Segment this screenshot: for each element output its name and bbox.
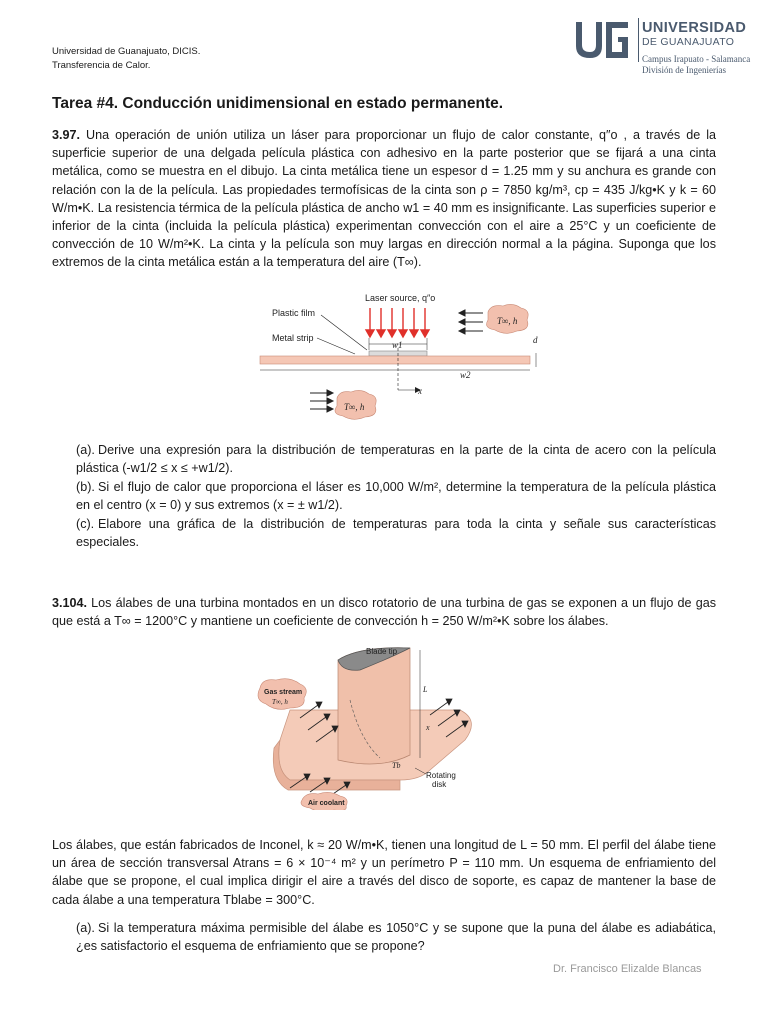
d-label: d (533, 335, 538, 345)
problem-3104-body: Los álabes de una turbina montados en un disco rotatorio de una turbina de gas se exponen a un flujo de gas que está a T∞ = 1200°C y mantiene un coeficiente de convección h = 250 W/m²•K sobre los álabes. (52, 596, 717, 629)
metal-strip (260, 356, 530, 364)
laser-arrows (366, 308, 429, 337)
air-arrows-bottom (310, 390, 333, 412)
list-item: (a). Si la temperatura máxima permisible del álabe es 1050°C y se supone que la puna del álabe es adiabática, ¿es satisfactorio el esquema de enfriamiento que se propone? (76, 921, 716, 954)
x-blade-label: x (426, 723, 430, 732)
laser-strip-figure (255, 290, 545, 420)
laser-label: Laser source, q″o (365, 293, 436, 303)
gas-stream-label: Gas stream (264, 689, 303, 696)
problem-3104-number: 3.104. (52, 596, 88, 610)
list-item: (b). Si el flujo de calor que proporciona el láser es 10,000 W/m², determine la temperatura de la película plástica en el centro (x = 0) y sus extremos (x = ± w1/2). (76, 480, 716, 513)
disk-label: disk (432, 780, 447, 789)
w2-label: w2 (460, 370, 471, 380)
problem-397-body: Una operación de unión utiliza un láser para proporcionar un flujo de calor constante, q″o , a través de la superficie superior de una delgada película plástica con adhesivo en la parte posterior que se fijará a una cinta metálica, como se muestra en el dibujo. La cinta metálica tiene un espesor d = 1.25 mm y su anchura es grande con relación con la de la película. Las propiedades termofísicas de la cinta son ρ = 7850 kg/m³, cp = 435 J/kg•K y k = 60 W/m•K. La resistencia térmica de la película plástica de ancho w1 = 40 mm es insignificante. Las superficies superior e inferior de la cinta (incluida la película plástica) experimentan convección con el aire a 25°C y un coeficiente de convección de 10 W/m²•K. La cinta y la película son muy largas en dirección normal a la página. Suponga que los extremos de la cinta metálica están a la temperatura del aire (T∞). (52, 128, 717, 270)
problem-397-number: 3.97. (52, 128, 81, 142)
institution-text: Universidad de Guanajuato, DICIS. (52, 46, 201, 57)
L-label: L (423, 685, 428, 694)
air-arrows-right (459, 310, 483, 334)
plastic-film-label: Plastic film (272, 308, 316, 318)
list-item: (a). Derive una expresión para la distribución de temperaturas en la parte de la cinta de acero con la película plástica (-w1/2 ≤ x ≤ +w1/2). (76, 443, 716, 476)
problem-3104-text2: Los álabes, que están fabricados de Inconel, k ≈ 20 W/m•K, tienen una longitud de L = 50 mm. El perfil del álabe tiene un área de sección transversal Atrans = 6 × 10⁻⁴ m² y un perímetro P = 110 mm. Un esquema de enfriamiento del álabe que se propone, el cual implica dirigir el aire a través del disco de soporte, es capaz de mantener la base de cada álabe a una temperatura Tblabe = 300°C. (52, 838, 716, 907)
university-logo-text (642, 20, 750, 76)
blade-tip-label: Blade tip (366, 647, 398, 656)
x-label: x (418, 386, 422, 396)
turbine-blade-figure (250, 640, 510, 810)
tinf-h-label-bottom: T∞, h (344, 402, 365, 412)
logo-line4: División de Ingenierías (642, 65, 726, 75)
logo-line1: UNIVERSIDAD (642, 20, 747, 36)
logo-line3: Campus Irapuato - Salamanca (642, 54, 751, 64)
university-logo-icon (572, 18, 632, 60)
air-coolant-label: Air coolant (308, 800, 345, 807)
page-title: Tarea #4. Conducción unidimensional en estado permanente. (52, 95, 504, 112)
metal-strip-label: Metal strip (272, 333, 314, 343)
problem-397-text (52, 126, 716, 272)
list-item: (c). Elabore una gráfica de la distribución de temperaturas para toda la cinta y señale sus características especiales. (76, 517, 716, 550)
w1-label: w1 (392, 340, 403, 350)
logo-line2: DE GUANAJUATO (642, 36, 735, 48)
problem-3104-text (52, 594, 716, 630)
author-footer: Dr. Francisco Elizalde Blancas (553, 963, 702, 975)
tinf-h-label-top: T∞, h (497, 316, 518, 326)
course-text: Transferencia de Calor. (52, 60, 151, 71)
tb-label: Tb (392, 761, 401, 770)
gas-tinf-label: T∞, h (272, 698, 288, 706)
rotating-label: Rotating (426, 771, 456, 780)
